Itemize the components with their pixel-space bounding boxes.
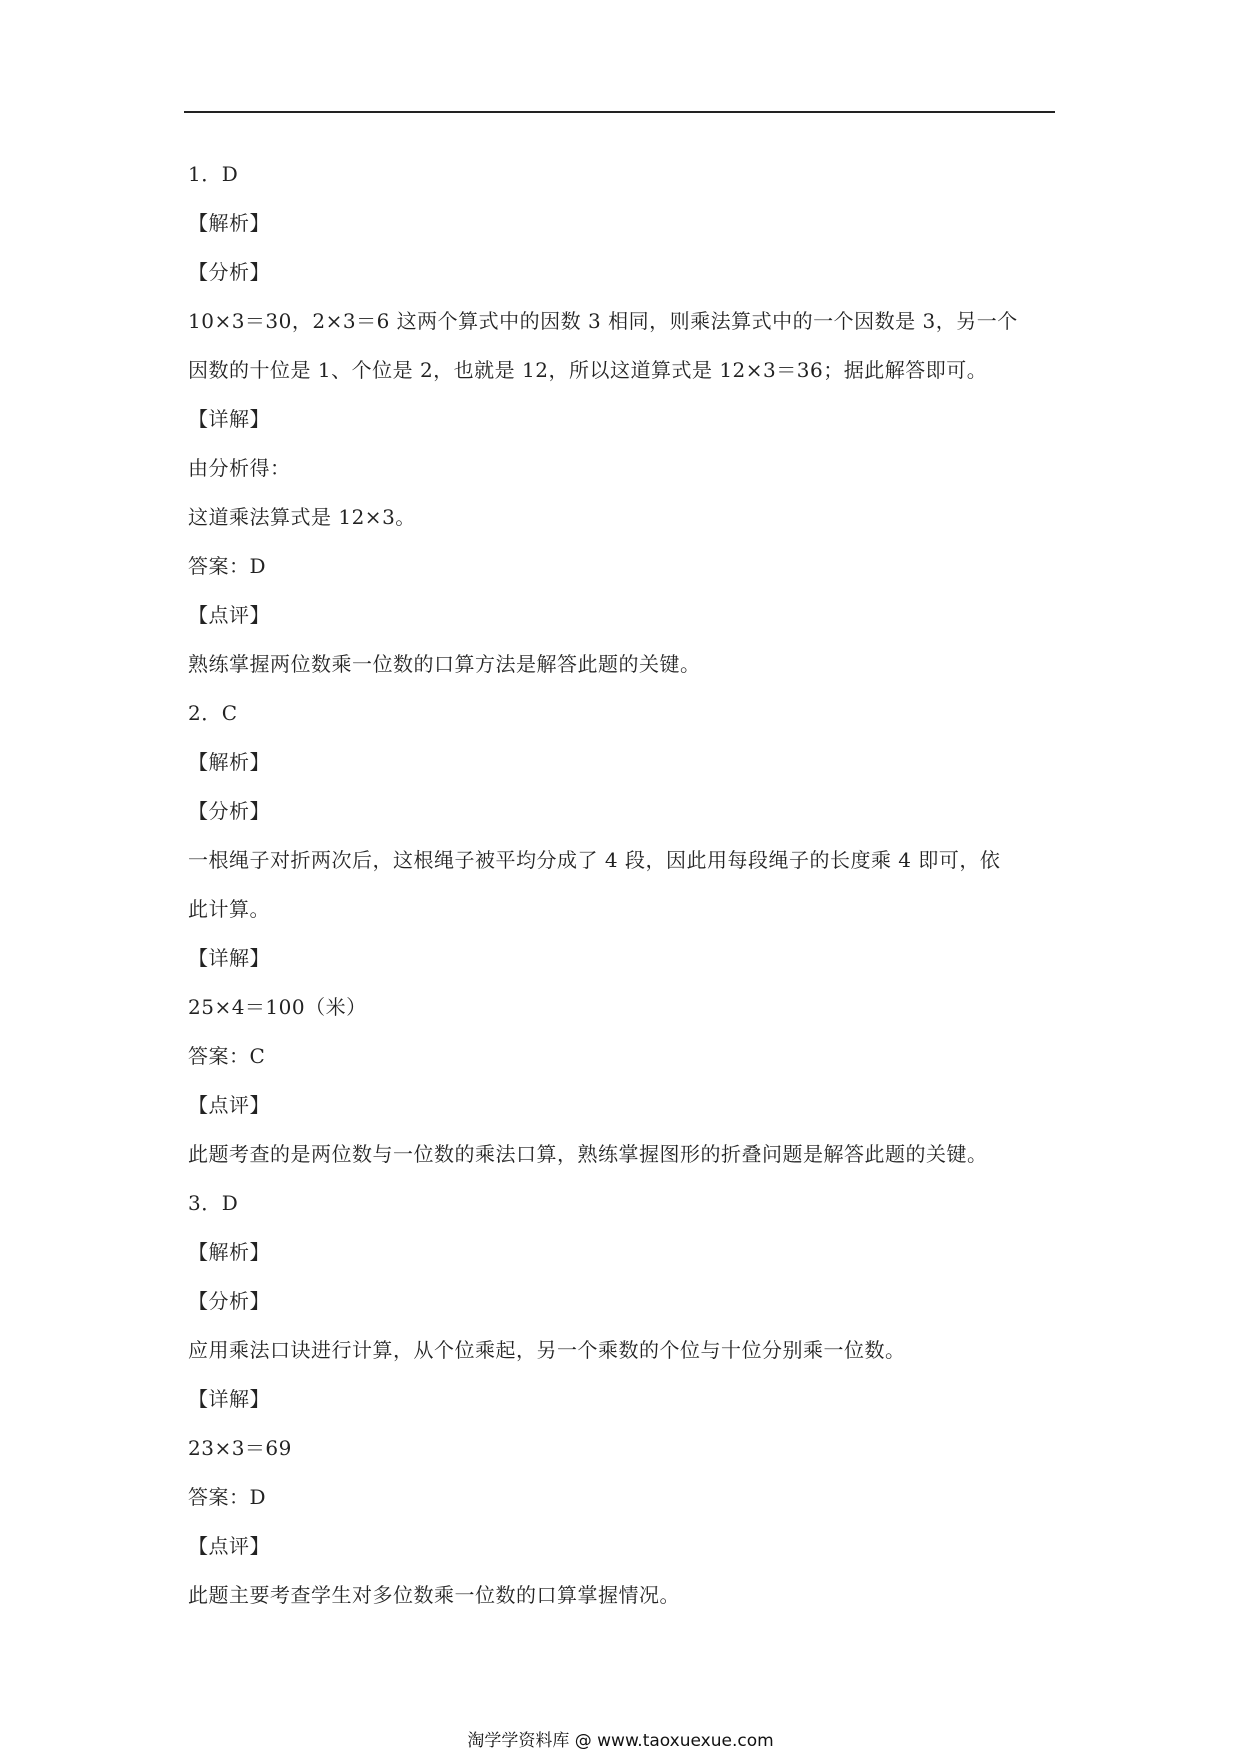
answer-text: 答案：D <box>188 554 267 578</box>
jiexi-label: 【解析】 <box>188 1240 270 1264</box>
answer-text: 答案：C <box>188 1044 266 1068</box>
dianping-text: 此题主要考查学生对多位数乘一位数的口算掌握情况。 <box>188 1583 680 1607</box>
fenxi-label: 【分析】 <box>188 1289 270 1313</box>
item-number: 3．D <box>188 1191 239 1215</box>
xiangjie-text: 这道乘法算式是 12×3。 <box>188 505 416 529</box>
xiangjie-label: 【详解】 <box>188 407 270 431</box>
answer-item-1 <box>188 150 1058 689</box>
jiexi-label: 【解析】 <box>188 750 270 774</box>
fenxi-text: 10×3＝30，2×3＝6 这两个算式中的因数 3 相同，则乘法算式中的一个因数是 3，另一个 <box>188 309 1018 333</box>
fenxi-text: 因数的十位是 1、个位是 2，也就是 12，所以这道算式是 12×3＝36；据此解答即可。 <box>188 358 988 382</box>
header-rule <box>184 111 1055 113</box>
jiexi-label: 【解析】 <box>188 211 270 235</box>
xiangjie-text: 由分析得： <box>188 456 291 480</box>
xiangjie-text: 25×4＝100（米） <box>188 995 367 1019</box>
answer-item-2 <box>188 689 1058 1179</box>
dianping-label: 【点评】 <box>188 603 270 627</box>
fenxi-text: 应用乘法口诀进行计算，从个位乘起，另一个乘数的个位与十位分别乘一位数。 <box>188 1338 906 1362</box>
dianping-label: 【点评】 <box>188 1534 270 1558</box>
answer-text: 答案：D <box>188 1485 267 1509</box>
xiangjie-label: 【详解】 <box>188 1387 270 1411</box>
answer-content <box>188 150 1058 1620</box>
fenxi-text: 一根绳子对折两次后，这根绳子被平均分成了 4 段，因此用每段绳子的长度乘 4 即可，依 <box>188 848 1001 872</box>
fenxi-text: 此计算。 <box>188 897 270 921</box>
answer-item-3 <box>188 1179 1058 1620</box>
xiangjie-text: 23×3＝69 <box>188 1436 292 1460</box>
footer-watermark: 淘学学资料库 @ www.taoxuexue.com <box>467 1731 774 1751</box>
item-number: 1．D <box>188 162 239 186</box>
xiangjie-label: 【详解】 <box>188 946 270 970</box>
dianping-text: 熟练掌握两位数乘一位数的口算方法是解答此题的关键。 <box>188 652 701 676</box>
item-number: 2．C <box>188 701 238 725</box>
fenxi-label: 【分析】 <box>188 260 270 284</box>
dianping-label: 【点评】 <box>188 1093 270 1117</box>
dianping-text: 此题考查的是两位数与一位数的乘法口算，熟练掌握图形的折叠问题是解答此题的关键。 <box>188 1142 988 1166</box>
fenxi-label: 【分析】 <box>188 799 270 823</box>
